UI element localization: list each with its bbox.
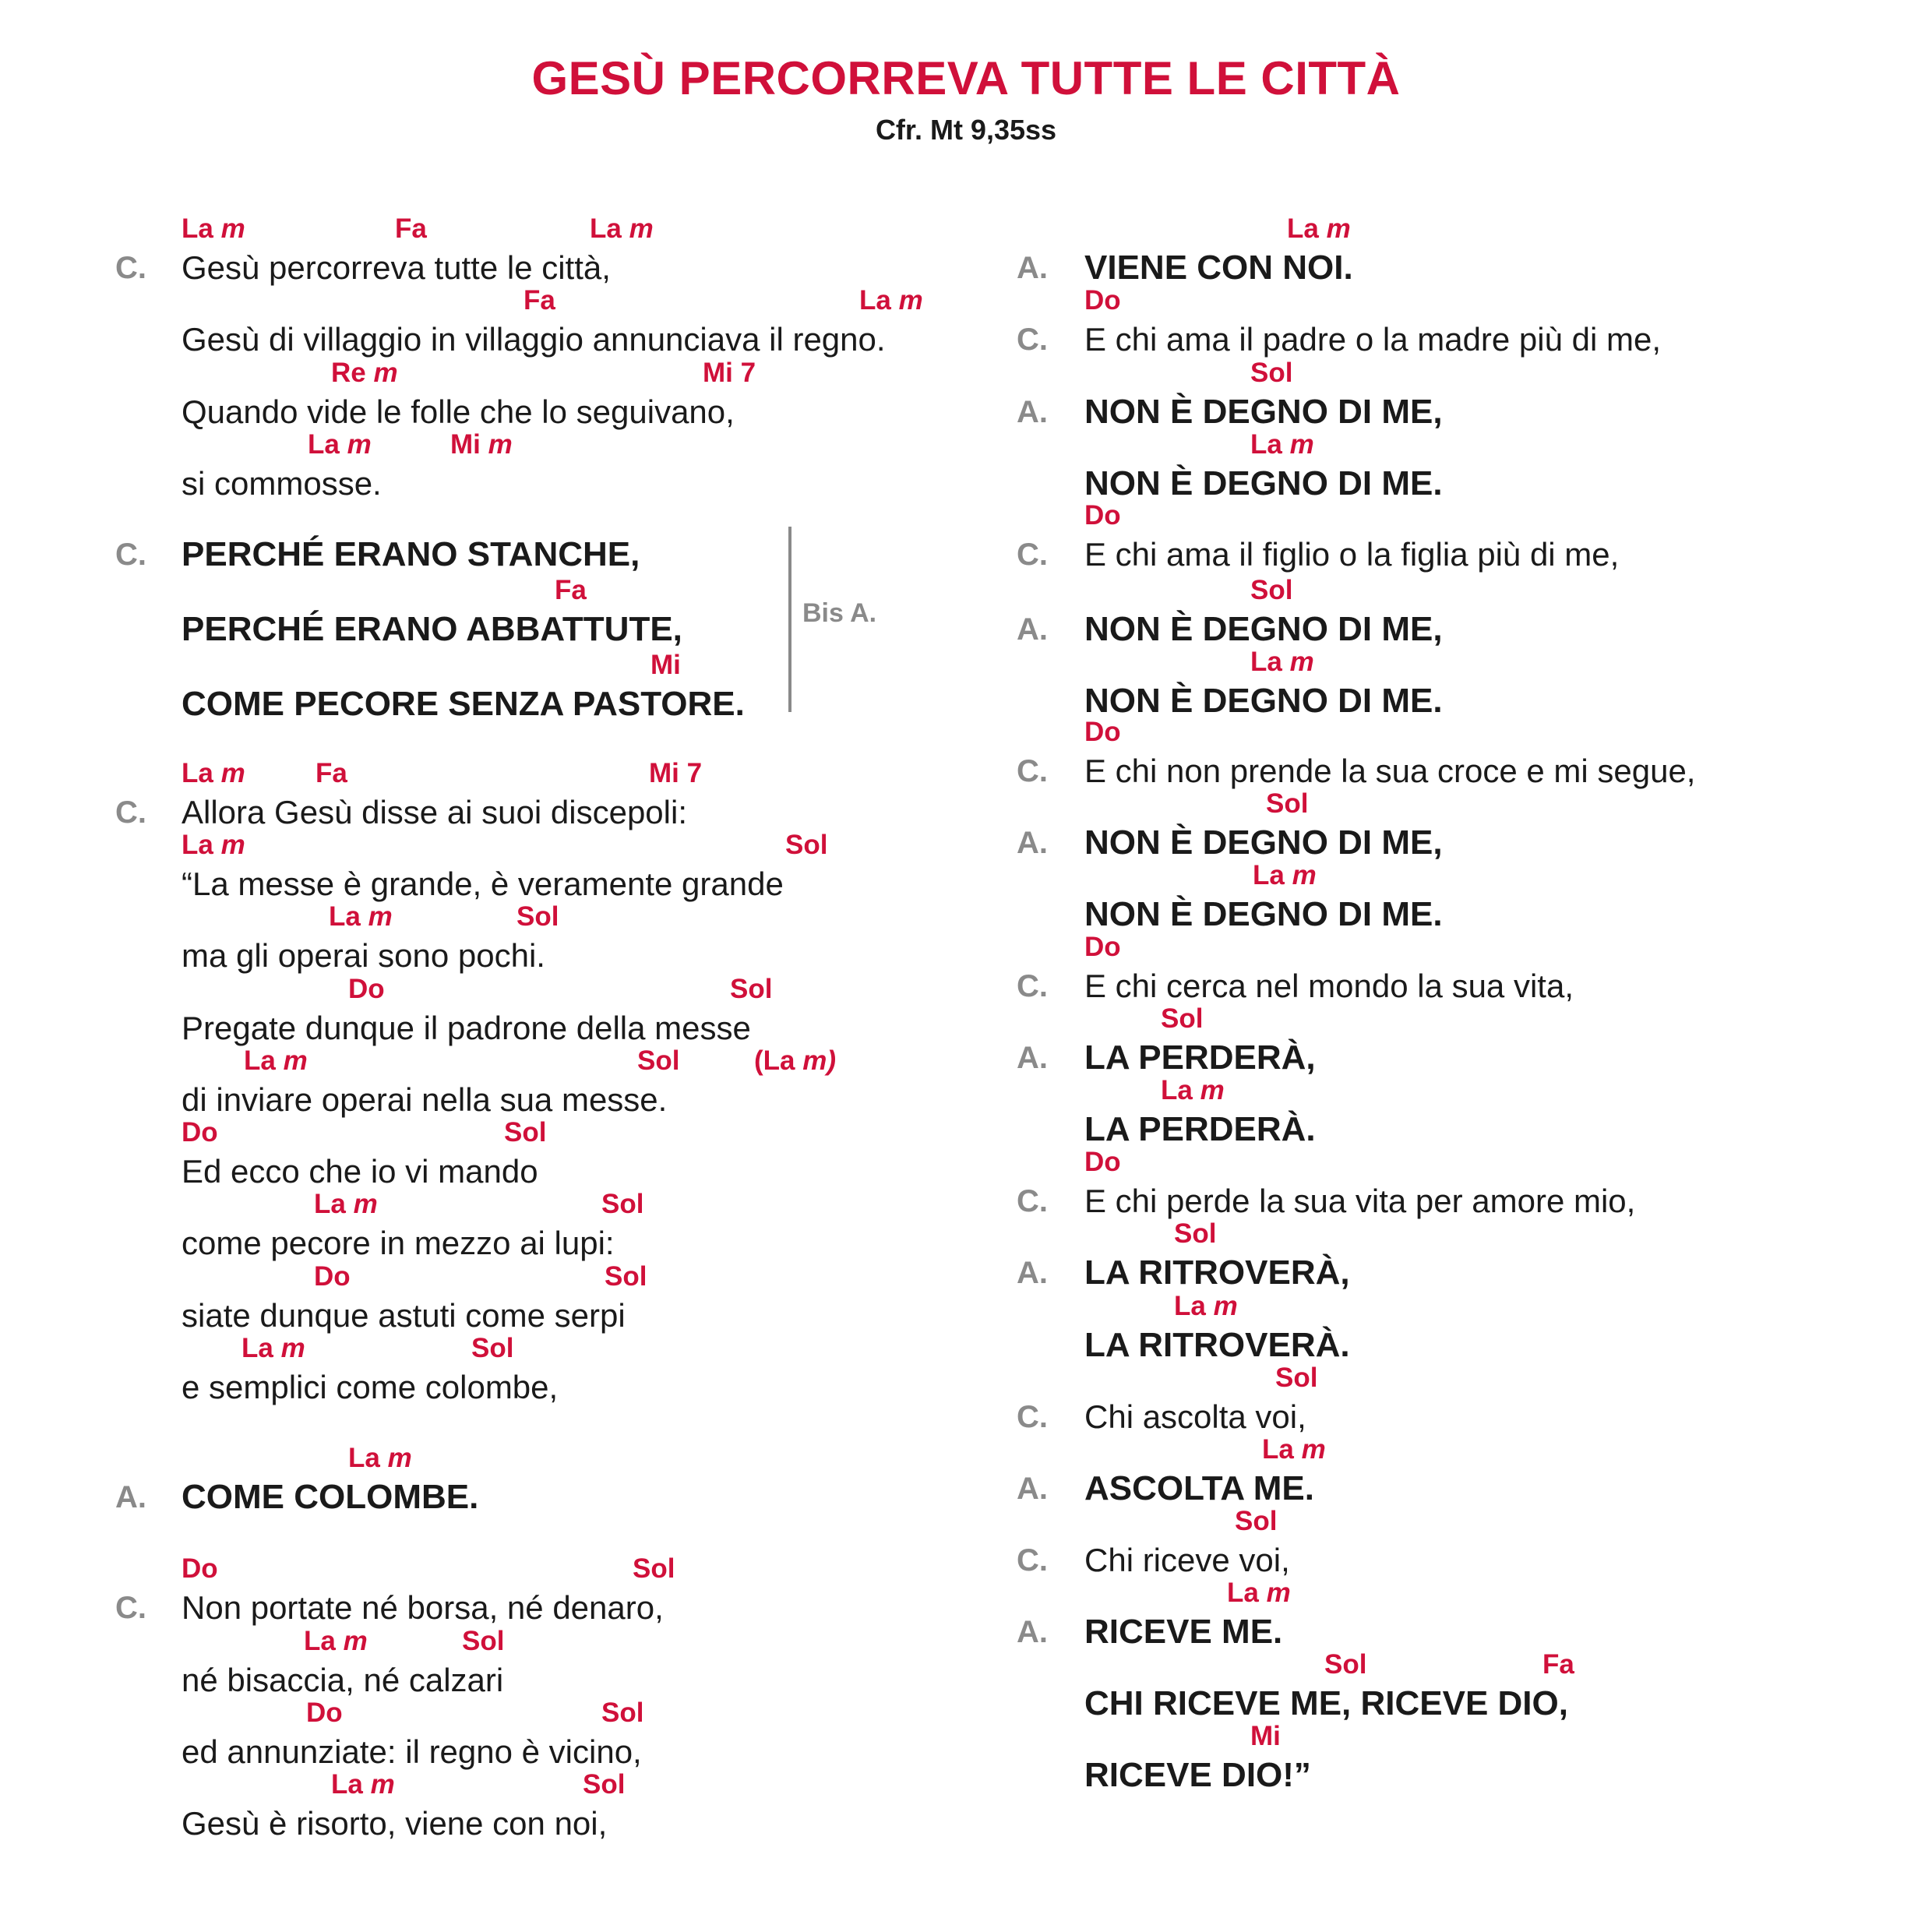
chord-root: Sol (471, 1333, 514, 1363)
chord-root: (La (754, 1045, 795, 1076)
chord-root: Sol (1324, 1649, 1367, 1680)
chord-root: Fa (395, 213, 427, 244)
chord-label (1174, 1218, 1216, 1250)
role-marker: C. (1017, 1543, 1048, 1578)
chord-label (314, 1189, 378, 1220)
chord-label (306, 1698, 343, 1729)
chord-label (1227, 1578, 1291, 1609)
chord-root: Do (1084, 500, 1121, 531)
chord-root: La (308, 429, 340, 460)
chord-root: Mi 7 (649, 758, 703, 788)
chord-root: Sol (1266, 788, 1309, 819)
chord-root: Sol (1235, 1506, 1278, 1536)
lyric-line: si commosse. (182, 465, 382, 502)
chord-root: Sol (1275, 1363, 1318, 1393)
chord-label (1174, 1291, 1238, 1322)
refrain-line: RICEVE DIO!” (1084, 1756, 1311, 1794)
chord-label (605, 1261, 647, 1292)
chord-label (1287, 213, 1351, 245)
chord-label (1084, 1147, 1121, 1178)
chord-root: Mi (1250, 1721, 1281, 1751)
chord-quality: m (220, 758, 245, 788)
lyric-line: siate dunque astuti come serpi (182, 1297, 626, 1334)
chord-label (601, 1189, 643, 1220)
lyric-line: “La messe è grande, è veramente grande (182, 866, 784, 902)
chord-root: La (242, 1333, 273, 1363)
chord-label (314, 1261, 351, 1292)
lyric-line: Gesù è risorto, viene con noi, (182, 1805, 608, 1842)
chord-quality: m (283, 1045, 308, 1076)
refrain-line: NON È DEGNO DI ME, (1084, 823, 1443, 862)
chord-label (331, 358, 398, 389)
refrain-line: NON È DEGNO DI ME. (1084, 895, 1443, 933)
role-marker: A. (1017, 251, 1048, 285)
chord-root: Do (1084, 285, 1121, 316)
role-marker: C. (1017, 538, 1048, 572)
chord-root: La (182, 758, 213, 788)
refrain-line: NON È DEGNO DI ME, (1084, 610, 1443, 648)
chord-label (1250, 647, 1314, 678)
lyric-line: Chi riceve voi, (1084, 1542, 1290, 1578)
chord-label (583, 1769, 625, 1800)
chord-root: Do (306, 1698, 343, 1728)
chord-label (316, 758, 347, 789)
chord-quality: m (1200, 1075, 1225, 1105)
role-marker: C. (115, 1591, 146, 1625)
song-reference: Cfr. Mt 9,35ss (875, 114, 1057, 146)
chord-root: La (590, 213, 622, 244)
chord-root: La (1174, 1291, 1206, 1321)
chord-root: La (182, 213, 213, 244)
lyric-line: Quando vide le folle che lo seguivano, (182, 393, 735, 430)
chord-quality: m (1292, 860, 1317, 890)
chord-label (730, 974, 772, 1005)
song-title: GESÙ PERCORREVA TUTTE LE CITTÀ (531, 52, 1401, 104)
chord-quality: m) (802, 1045, 837, 1076)
chord-quality: m (280, 1333, 305, 1363)
lyric-line: E chi ama il padre o la madre più di me, (1084, 321, 1662, 358)
chord-root: Sol (1161, 1003, 1204, 1034)
role-marker: C. (1017, 1400, 1048, 1434)
chord-root: Do (348, 974, 385, 1004)
role-marker: A. (1017, 1041, 1048, 1075)
refrain-line: PERCHÉ ERANO STANCHE, (182, 535, 640, 573)
role-marker: C. (115, 795, 146, 830)
refrain-line: NON È DEGNO DI ME. (1084, 682, 1443, 720)
lyric-line: né bisaccia, né calzari (182, 1662, 504, 1698)
chord-label (182, 830, 245, 861)
chord-quality: m (1266, 1578, 1291, 1608)
lyric-line: Gesù percorreva tutte le città, (182, 249, 611, 286)
lyric-line: E chi ama il figlio o la figlia più di me, (1084, 536, 1620, 573)
chord-quality: m (1289, 647, 1314, 677)
chord-root: La (1250, 647, 1282, 677)
chord-label (1161, 1075, 1225, 1106)
chord-quality: m (353, 1189, 378, 1219)
chord-label (182, 1117, 218, 1148)
chord-label (1235, 1506, 1277, 1537)
chord-label (601, 1698, 643, 1729)
role-marker: A. (1017, 1472, 1048, 1506)
refrain-line: CHI RICEVE ME, RICEVE DIO, (1084, 1684, 1568, 1722)
chord-label (1084, 285, 1121, 316)
chord-quality: m (1289, 429, 1314, 460)
refrain-line: LA PERDERÀ. (1084, 1110, 1316, 1148)
role-marker: C. (115, 538, 146, 572)
chord-root: La (314, 1189, 346, 1219)
chord-root: Do (1084, 1147, 1121, 1177)
chord-quality: m (347, 429, 372, 460)
chord-root: La (859, 285, 891, 316)
chord-quality: m (488, 429, 513, 460)
chord-root: La (348, 1443, 380, 1473)
chord-label (1324, 1649, 1366, 1680)
chord-label (637, 1045, 679, 1077)
chord-label (182, 758, 245, 789)
chord-label (182, 1553, 218, 1585)
chord-label (348, 974, 385, 1005)
chord-root: Do (182, 1117, 218, 1148)
chord-label (1250, 575, 1292, 606)
chord-root: Do (1084, 932, 1121, 962)
chord-quality: m (373, 358, 398, 388)
chord-root: La (1262, 1434, 1294, 1465)
chord-label (1250, 429, 1314, 460)
lyric-line: come pecore in mezzo ai lupi: (182, 1225, 615, 1261)
chord-root: Fa (555, 575, 587, 605)
chord-root: Fa (1542, 1649, 1574, 1680)
lyric-line: E chi cerca nel mondo la sua vita, (1084, 968, 1574, 1004)
chord-label (555, 575, 587, 606)
chord-label (348, 1443, 412, 1474)
chord-label (524, 285, 555, 316)
chord-root: Sol (601, 1189, 644, 1219)
refrain-line: COME PECORE SENZA PASTORE. (182, 685, 745, 723)
chord-label (304, 1626, 368, 1657)
role-marker: A. (1017, 1615, 1048, 1649)
chord-label (650, 650, 681, 681)
role-marker: A. (115, 1480, 146, 1514)
chord-root: La (304, 1626, 336, 1656)
role-marker: A. (1017, 395, 1048, 429)
chord-label (450, 429, 513, 460)
role-marker: C. (1017, 969, 1048, 1003)
chord-root: Sol (637, 1045, 680, 1076)
chord-label (1542, 1649, 1574, 1680)
lyric-line: di inviare operai nella sua messe. (182, 1081, 668, 1118)
lyric-line: ed annunziate: il regno è vicino, (182, 1733, 642, 1770)
chord-root: Mi (650, 650, 681, 680)
refrain-line: PERCHÉ ERANO ABBATTUTE, (182, 610, 682, 648)
chord-label (649, 758, 702, 789)
chord-quality: m (387, 1443, 412, 1473)
chord-root: Sol (633, 1553, 675, 1584)
chord-root: Mi 7 (703, 358, 756, 388)
role-marker: C. (1017, 754, 1048, 788)
role-marker: A. (1017, 612, 1048, 647)
chord-root: Do (314, 1261, 351, 1292)
chord-quality: m (1213, 1291, 1238, 1321)
chord-label (1084, 717, 1121, 748)
chord-label (703, 358, 756, 389)
chord-label (516, 901, 559, 933)
refrain-line: NON È DEGNO DI ME. (1084, 464, 1443, 502)
refrain-line: LA RITROVERÀ, (1084, 1253, 1350, 1292)
chord-label (1253, 860, 1317, 891)
lyric-line: ma gli operai sono pochi. (182, 937, 545, 974)
chord-root: Sol (1250, 358, 1293, 388)
chord-root: La (1253, 860, 1285, 890)
role-marker: C. (1017, 323, 1048, 357)
refrain-line: VIENE CON NOI. (1084, 249, 1353, 287)
chord-label (754, 1045, 836, 1077)
chord-label (1084, 932, 1121, 963)
chord-root: Sol (583, 1769, 626, 1800)
chord-root: Sol (605, 1261, 647, 1292)
chord-root: La (1287, 213, 1319, 244)
chord-root: La (182, 830, 213, 860)
chord-root: La (244, 1045, 276, 1076)
chord-quality: m (220, 830, 245, 860)
chord-label (331, 1769, 395, 1800)
chord-root: La (329, 901, 361, 932)
role-marker: C. (1017, 1184, 1048, 1218)
role-marker: A. (1017, 826, 1048, 860)
chord-root: La (1250, 429, 1282, 460)
lyric-line: Allora Gesù disse ai suoi discepoli: (182, 794, 687, 830)
chord-root: Sol (462, 1626, 505, 1656)
chord-quality: m (629, 213, 654, 244)
chord-quality: m (898, 285, 923, 316)
chord-label (504, 1117, 546, 1148)
refrain-line: RICEVE ME. (1084, 1613, 1283, 1651)
chord-label (1161, 1003, 1203, 1035)
chord-label (1275, 1363, 1317, 1394)
chord-root: Sol (504, 1117, 547, 1148)
lyric-line: Chi ascolta voi, (1084, 1398, 1306, 1435)
chord-root: Fa (524, 285, 555, 316)
lyric-line: Non portate né borsa, né denaro, (182, 1589, 664, 1626)
chord-quality: m (370, 1769, 395, 1800)
chord-root: Do (182, 1553, 218, 1584)
chord-label (462, 1626, 504, 1657)
chord-root: Sol (1174, 1218, 1217, 1249)
chord-root: Do (1084, 717, 1121, 747)
chord-label (1266, 788, 1308, 820)
chord-root: Sol (785, 830, 828, 860)
chord-label (859, 285, 923, 316)
chord-label (590, 213, 654, 245)
lyric-line: Pregate dunque il padrone della messe (182, 1010, 751, 1046)
refrain-line: LA PERDERÀ, (1084, 1038, 1316, 1077)
chord-quality: m (343, 1626, 368, 1656)
lyric-line: Gesù di villaggio in villaggio annunciava il regno. (182, 321, 886, 358)
chord-quality: m (1301, 1434, 1326, 1465)
lyric-line: e semplici come colombe, (182, 1369, 559, 1405)
chord-root: Sol (516, 901, 559, 932)
chord-root: Fa (316, 758, 347, 788)
chord-label (471, 1333, 513, 1364)
role-marker: C. (115, 251, 146, 285)
chord-label (395, 213, 427, 245)
lyric-line: E chi non prende la sua croce e mi segue, (1084, 753, 1696, 789)
chord-label (308, 429, 372, 460)
chord-root: Sol (1250, 575, 1293, 605)
chord-label (242, 1333, 305, 1364)
chord-quality: m (1326, 213, 1351, 244)
chord-label (182, 213, 245, 245)
refrain-line: COME COLOMBE. (182, 1478, 479, 1516)
chord-label (1084, 500, 1121, 531)
chord-root: Mi (450, 429, 481, 460)
chord-root: La (1161, 1075, 1193, 1105)
chord-label (1250, 1721, 1281, 1752)
role-marker: A. (1017, 1256, 1048, 1290)
refrain-line: ASCOLTA ME. (1084, 1469, 1314, 1507)
repeat-label: Bis A. (802, 598, 877, 628)
chord-root: Sol (601, 1698, 644, 1728)
chord-root: Sol (730, 974, 773, 1004)
chord-quality: m (220, 213, 245, 244)
chord-root: La (331, 1769, 363, 1800)
repeat-bracket (788, 527, 791, 712)
chord-label (785, 830, 827, 861)
chord-root: La (1227, 1578, 1259, 1608)
chord-label (329, 901, 393, 933)
chord-quality: m (368, 901, 393, 932)
lyric-line: E chi perde la sua vita per amore mio, (1084, 1183, 1636, 1219)
chord-label (1250, 358, 1292, 389)
refrain-line: LA RITROVERÀ. (1084, 1326, 1350, 1364)
chord-label (244, 1045, 308, 1077)
refrain-line: NON È DEGNO DI ME, (1084, 393, 1443, 431)
chord-label (1262, 1434, 1326, 1465)
lyric-line: Ed ecco che io vi mando (182, 1153, 538, 1190)
chord-label (633, 1553, 675, 1585)
chord-root: Re (331, 358, 366, 388)
